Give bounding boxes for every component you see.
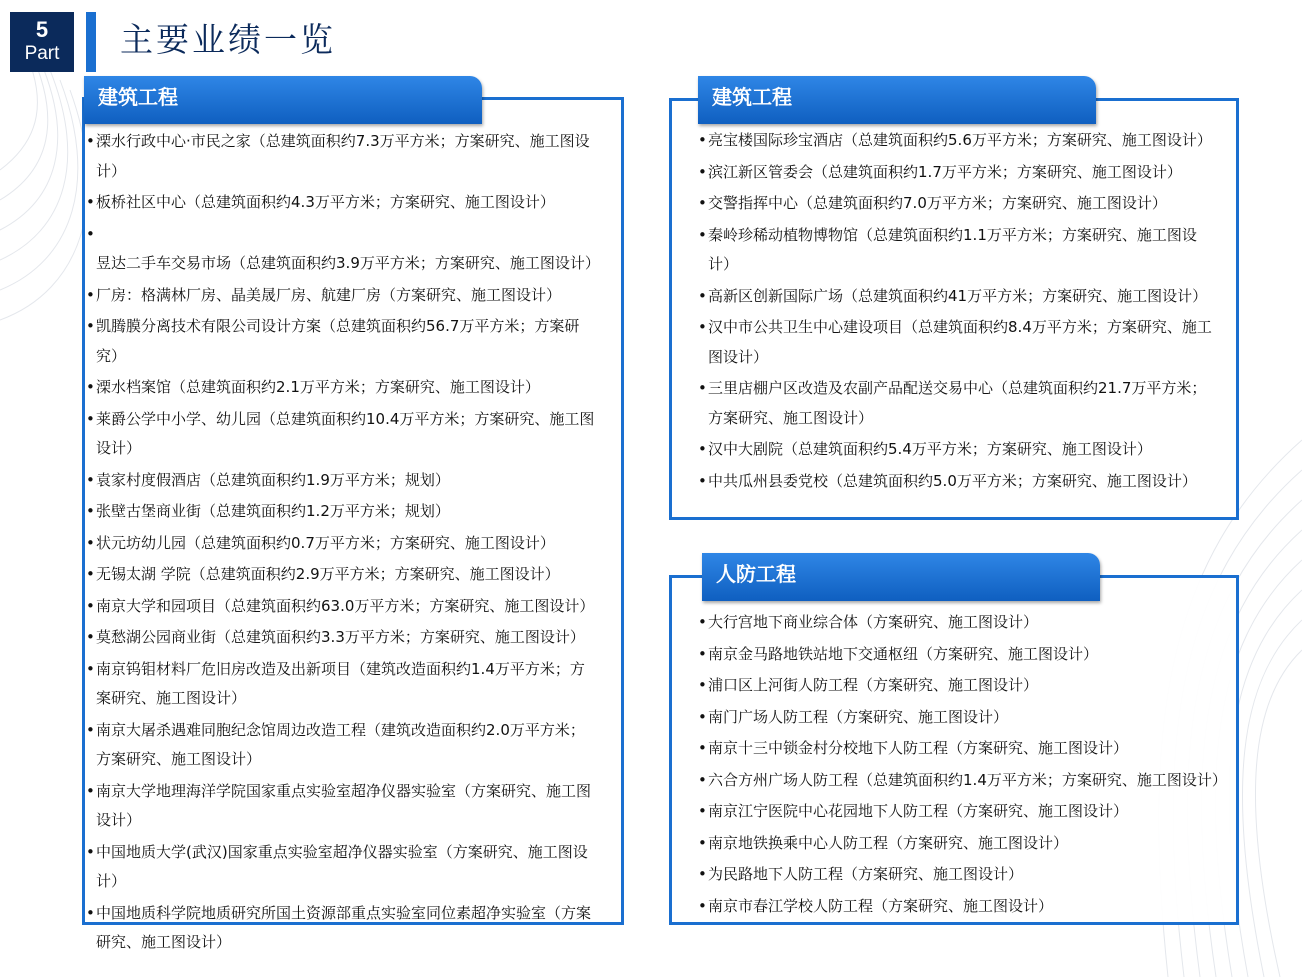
list-item: • 亮宝楼国际珍宝酒店（总建筑面积约5.6万平方米；方案研究、施工图设计） (698, 126, 1218, 156)
list-item: • 高新区创新国际广场（总建筑面积约41万平方米；方案研究、施工图设计） (698, 282, 1218, 312)
list-item: • 昱达二手车交易市场（总建筑面积约3.9万平方米；方案研究、施工图设计） (86, 220, 596, 279)
right-bottom-project-list (698, 608, 1238, 923)
title-accent-bar (86, 12, 96, 72)
part-number: 5 (35, 17, 49, 42)
list-item: • 南京钨钼材料厂危旧房改造及出新项目（建筑改造面积约1.4万平方米；方案研究、施工图设计） (86, 655, 596, 714)
part-label: Part (24, 43, 60, 64)
list-item: • 为民路地下人防工程（方案研究、施工图设计） (698, 860, 1238, 890)
list-item: • 浦口区上河街人防工程（方案研究、施工图设计） (698, 671, 1238, 701)
list-item: • 大行宫地下商业综合体（方案研究、施工图设计） (698, 608, 1238, 638)
left-panel-heading: 建筑工程 (84, 76, 482, 124)
list-item: • 南京金马路地铁站地下交通枢纽（方案研究、施工图设计） (698, 640, 1238, 670)
list-item: • 南京十三中锁金村分校地下人防工程（方案研究、施工图设计） (698, 734, 1238, 764)
list-item: • 无锡太湖 学院（总建筑面积约2.9万平方米；方案研究、施工图设计） (86, 560, 596, 590)
list-item: • 南京江宁医院中心花园地下人防工程（方案研究、施工图设计） (698, 797, 1238, 827)
list-item: • 凯腾膜分离技术有限公司设计方案（总建筑面积约56.7万平方米；方案研究） (86, 312, 596, 371)
list-item: • 秦岭珍稀动植物博物馆（总建筑面积约1.1万平方米；方案研究、施工图设计） (698, 221, 1218, 280)
list-item: • 中国地质科学院地质研究所国土资源部重点实验室同位素超净实验室（方案研究、施工图设计） (86, 899, 596, 958)
list-item: • 南京大学地理海洋学院国家重点实验室超净仪器实验室（方案研究、施工图设计） (86, 777, 596, 836)
right-top-panel-heading: 建筑工程 (698, 76, 1096, 124)
list-item: • 汉中市公共卫生中心建设项目（总建筑面积约8.4万平方米；方案研究、施工图设计） (698, 313, 1218, 372)
list-item: • 滨江新区管委会（总建筑面积约1.7万平方米；方案研究、施工图设计） (698, 158, 1218, 188)
list-item: • 南京大学和园项目（总建筑面积约63.0万平方米；方案研究、施工图设计） (86, 592, 596, 622)
list-item: • 南京地铁换乘中心人防工程（方案研究、施工图设计） (698, 829, 1238, 859)
list-item: • 中共瓜州县委党校（总建筑面积约5.0万平方米；方案研究、施工图设计） (698, 467, 1218, 497)
list-item: • 汉中大剧院（总建筑面积约5.4万平方米；方案研究、施工图设计） (698, 435, 1218, 465)
right-top-project-list (698, 126, 1218, 498)
list-item: • 溧水行政中心·市民之家（总建筑面积约7.3万平方米；方案研究、施工图设计） (86, 127, 596, 186)
list-item: • 厂房：格满林厂房、晶美晟厂房、航建厂房（方案研究、施工图设计） (86, 281, 596, 311)
list-item: • 状元坊幼儿园（总建筑面积约0.7万平方米；方案研究、施工图设计） (86, 529, 596, 559)
list-item: • 南京大屠杀遇难同胞纪念馆周边改造工程（建筑改造面积约2.0万平方米；方案研究、施工图设计） (86, 716, 596, 775)
left-project-list (86, 127, 600, 960)
list-item: • 溧水档案馆（总建筑面积约2.1万平方米；方案研究、施工图设计） (86, 373, 596, 403)
list-item: • 莫愁湖公园商业街（总建筑面积约3.3万平方米；方案研究、施工图设计） (86, 623, 596, 653)
list-item: • 六合方州广场人防工程（总建筑面积约1.4万平方米；方案研究、施工图设计） (698, 766, 1238, 796)
list-item: • 中国地质大学(武汉)国家重点实验室超净仪器实验室（方案研究、施工图设计） (86, 838, 596, 897)
right-bottom-panel-heading: 人防工程 (702, 553, 1100, 601)
list-item: • 三里店棚户区改造及农副产品配送交易中心（总建筑面积约21.7万平方米；方案研究、施工图设计） (698, 374, 1218, 433)
part-badge (10, 12, 74, 72)
list-item: • 袁家村度假酒店（总建筑面积约1.9万平方米；规划） (86, 466, 596, 496)
list-item: • 南京市春江学校人防工程（方案研究、施工图设计） (698, 892, 1238, 922)
list-item: • 张壁古堡商业街（总建筑面积约1.2万平方米；规划） (86, 497, 596, 527)
list-item: • 交警指挥中心（总建筑面积约7.0万平方米；方案研究、施工图设计） (698, 189, 1218, 219)
list-item: • 板桥社区中心（总建筑面积约4.3万平方米；方案研究、施工图设计） (86, 188, 596, 218)
list-item: • 莱爵公学中小学、幼儿园（总建筑面积约10.4万平方米；方案研究、施工图设计） (86, 405, 596, 464)
list-item: • 南门广场人防工程（方案研究、施工图设计） (698, 703, 1238, 733)
page-title: 主要业绩一览 (120, 20, 336, 59)
